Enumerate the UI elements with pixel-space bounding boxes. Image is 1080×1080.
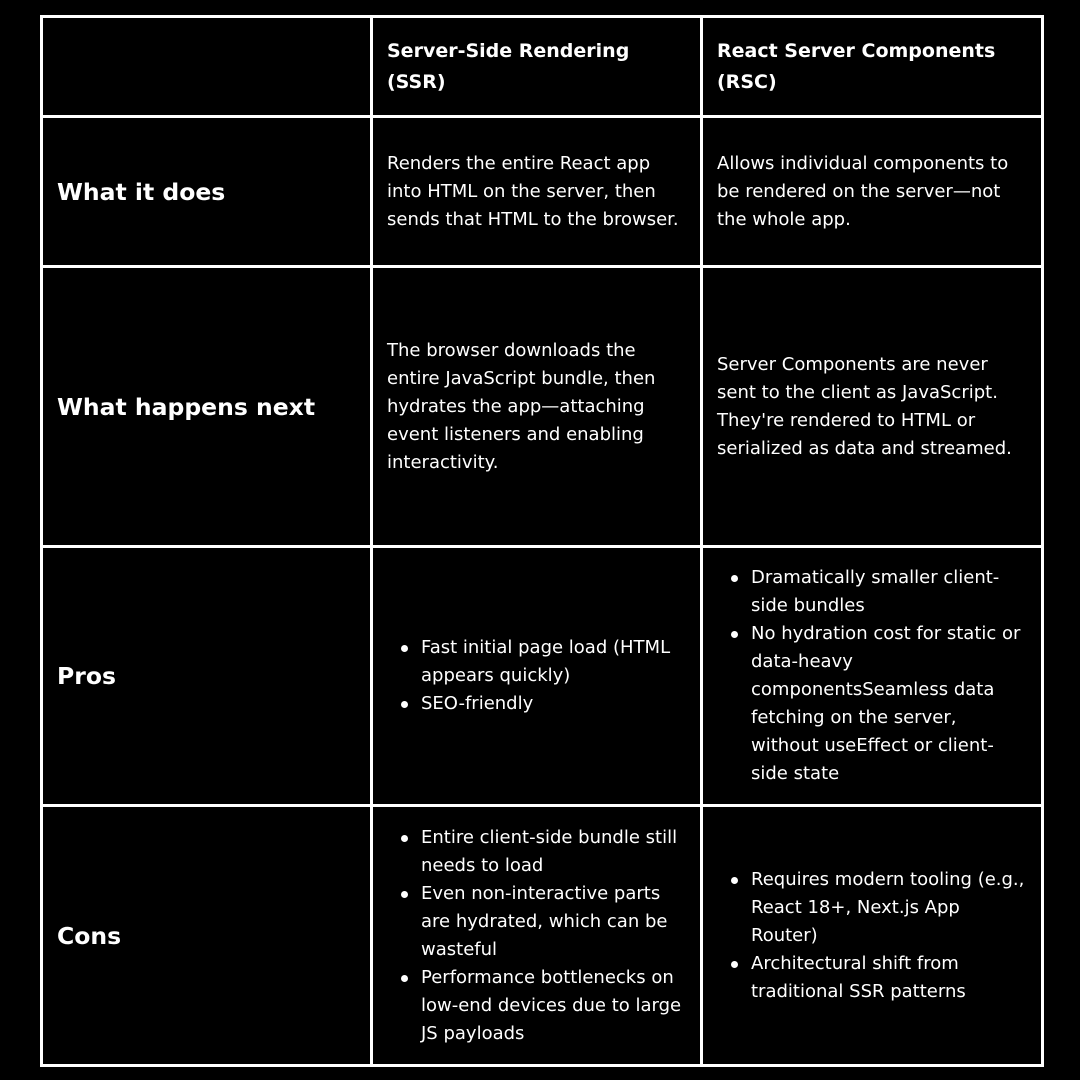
header-row xyxy=(42,17,1043,117)
row-label-what-happens-next: What happens next xyxy=(42,267,372,547)
comparison-table xyxy=(40,15,1044,1067)
table-row-what-happens-next xyxy=(42,267,1043,547)
ssr-what-it-does: Renders the entire React app into HTML on the server, then sends that HTML to the browser. xyxy=(372,117,702,267)
rsc-what-happens-next: Server Components are never sent to the client as JavaScript. They're rendered to HTML or serialized as data and streamed. xyxy=(702,267,1043,547)
table-row-pros xyxy=(42,547,1043,806)
table-row-cons xyxy=(42,806,1043,1066)
list-item: Architectural shift from traditional SSR patterns xyxy=(751,950,1027,1006)
list-item: Fast initial page load (HTML appears quickly) xyxy=(421,634,686,690)
ssr-pros xyxy=(372,547,702,806)
corner-header xyxy=(42,17,372,117)
rsc-cons-list xyxy=(717,866,1027,1006)
ssr-cons-list xyxy=(387,824,686,1048)
table-row-what-it-does xyxy=(42,117,1043,267)
ssr-pros-list xyxy=(387,634,686,718)
list-item: Even non-interactive parts are hydrated, which can be wasteful xyxy=(421,880,686,964)
rsc-pros-list xyxy=(717,564,1027,788)
ssr-what-happens-next: The browser downloads the entire JavaScript bundle, then hydrates the app—attaching event listeners and enabling interactivity. xyxy=(372,267,702,547)
list-item: Performance bottlenecks on low-end devices due to large JS payloads xyxy=(421,964,686,1048)
ssr-cons xyxy=(372,806,702,1066)
list-item: SEO-friendly xyxy=(421,690,686,718)
list-item: No hydration cost for static or data-heavy componentsSeamless data fetching on the server, without useEffect or client-side state xyxy=(751,620,1027,788)
row-label-pros: Pros xyxy=(42,547,372,806)
row-label-what-it-does: What it does xyxy=(42,117,372,267)
header-rsc: React Server Components (RSC) xyxy=(702,17,1043,117)
list-item: Dramatically smaller client-side bundles xyxy=(751,564,1027,620)
rsc-cons xyxy=(702,806,1043,1066)
header-ssr: Server-Side Rendering (SSR) xyxy=(372,17,702,117)
list-item: Requires modern tooling (e.g., React 18+, Next.js App Router) xyxy=(751,866,1027,950)
rsc-what-it-does: Allows individual components to be rendered on the server—not the whole app. xyxy=(702,117,1043,267)
list-item: Entire client-side bundle still needs to load xyxy=(421,824,686,880)
rsc-pros xyxy=(702,547,1043,806)
row-label-cons: Cons xyxy=(42,806,372,1066)
